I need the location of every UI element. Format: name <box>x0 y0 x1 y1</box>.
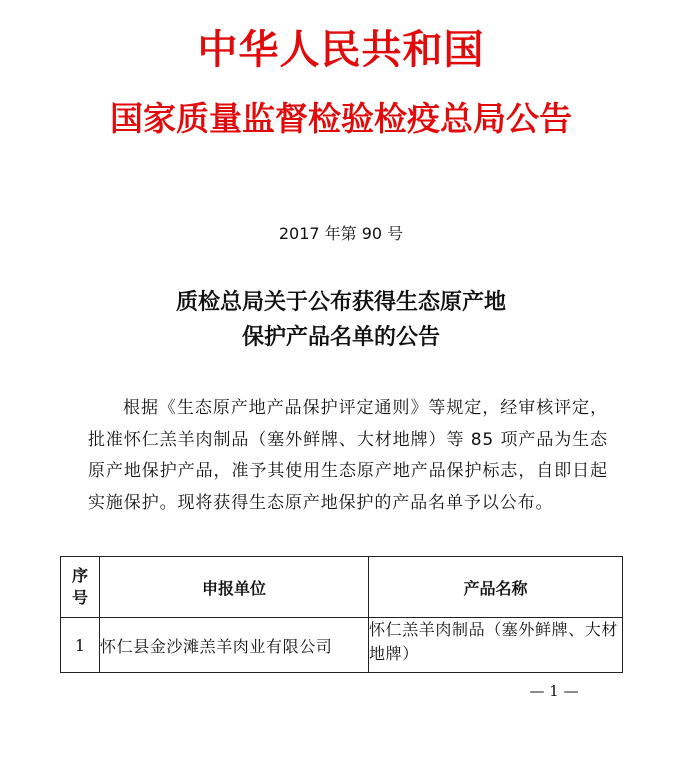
document-title <box>0 285 682 355</box>
page-number: — 1 — <box>529 682 579 700</box>
row-number: 1 <box>61 618 100 673</box>
column-header-product: 产品名称 <box>369 557 623 618</box>
product-table <box>60 556 623 673</box>
title-line-2: 保护产品名单的公告 <box>241 324 440 350</box>
column-header-applicant: 申报单位 <box>100 557 369 618</box>
table-header-row <box>61 557 623 618</box>
announcement-body: 根据《生态原产地产品保护评定通则》等规定，经审核评定，批准怀仁羔羊肉制品（塞外鲜牌、大材地牌）等 85 项产品为生态原产地保护产品，准予其使用生态原产地产品保护标志，自即日起实施保护。现将获得生态原产地保护的产品名单予以公布。 <box>88 398 608 513</box>
column-header-number <box>61 557 100 618</box>
issuer-country-heading: 中华人民共和国 <box>197 26 485 73</box>
column-header-number-line2: 号 <box>71 588 88 607</box>
table-row <box>61 618 623 673</box>
row-applicant: 怀仁县金沙滩羔羊肉业有限公司 <box>100 618 369 673</box>
issuer-agency-heading: 国家质量监督检验检疫总局公告 <box>110 99 572 138</box>
row-product: 怀仁羔羊肉制品（塞外鲜牌、大材地牌） <box>369 618 623 673</box>
column-header-number-line1: 序 <box>71 566 88 585</box>
title-line-1: 质检总局关于公布获得生态原产地 <box>175 289 506 315</box>
document-number: 2017 年第 90 号 <box>278 224 404 243</box>
